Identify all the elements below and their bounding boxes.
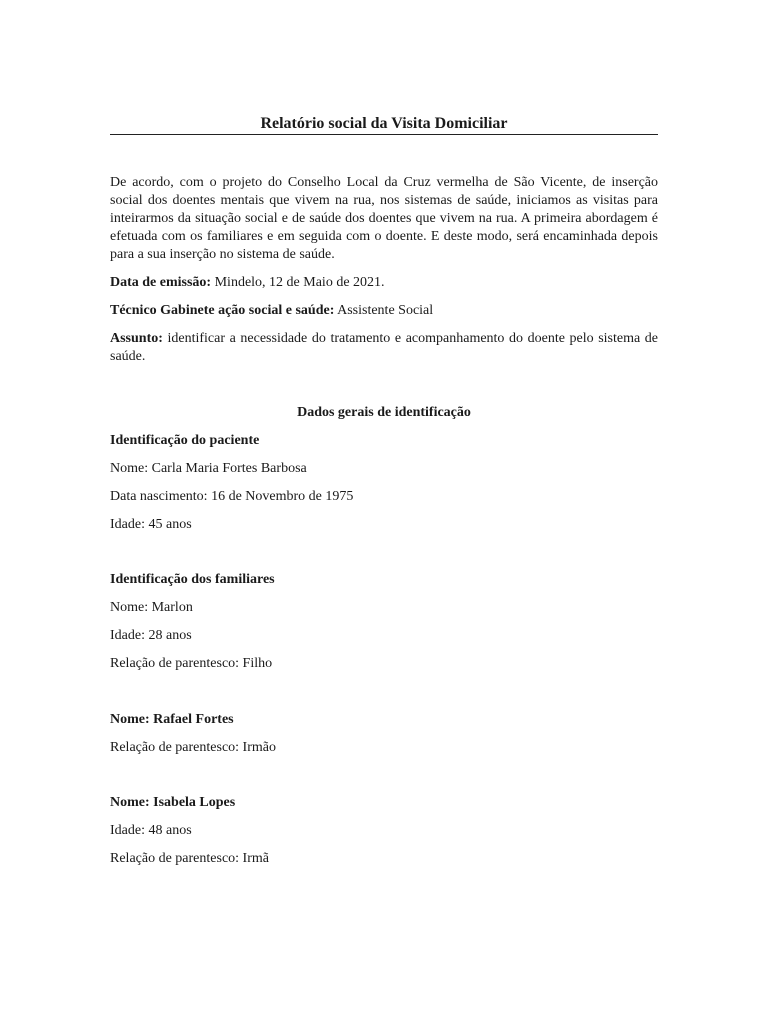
intro-paragraph: De acordo, com o projeto do Conselho Local da Cruz vermelha de São Vicente, de inserção social dos doentes mentais que vivem na rua, nos sistemas de saúde, iniciamos as visitas para inteirarmos da situação social e de saúde dos doentes que vivem na rua. A primeira abordagem é efetuada com os familiares e em seguida com o doente. E deste modo, será encaminhada depois para a sua inserção no sistema de saúde. (110, 175, 658, 262)
subject-value: identificar a necessidade do tratamento e acompanhamento do doente pelo sistema de saúde. (110, 331, 658, 364)
patient-age: Idade: 45 anos (110, 517, 192, 532)
family-member-1-relation: Relação de parentesco: Filho (110, 656, 273, 671)
family-heading: Identificação dos familiares (110, 572, 275, 587)
identification-section-title: Dados gerais de identificação (297, 405, 471, 420)
emission-date-value: Mindelo, 12 de Maio de 2021. (214, 275, 385, 290)
family-member-3-relation: Relação de parentesco: Irmã (110, 851, 269, 866)
family-member-3-age: Idade: 48 anos (110, 823, 192, 838)
patient-birth-date: Data nascimento: 16 de Novembro de 1975 (110, 489, 354, 504)
emission-date-line (110, 274, 658, 292)
family-member-2-name: Nome: Rafael Fortes (110, 712, 234, 727)
document-title: Relatório social da Visita Domiciliar (260, 115, 508, 132)
family-member-1-name: Nome: Marlon (110, 600, 193, 615)
patient-heading: Identificação do paciente (110, 433, 260, 448)
technician-value: Assistente Social (337, 303, 434, 318)
technician-line (110, 302, 658, 320)
family-member-3-name: Nome: Isabela Lopes (110, 795, 236, 810)
subject-paragraph (110, 330, 658, 366)
family-member-1-age: Idade: 28 anos (110, 628, 192, 643)
emission-date-label: Data de emissão: (110, 275, 212, 290)
title-underline (110, 134, 658, 135)
technician-label: Técnico Gabinete ação social e saúde: (110, 303, 335, 318)
family-member-2-relation: Relação de parentesco: Irmão (110, 740, 276, 755)
patient-name: Nome: Carla Maria Fortes Barbosa (110, 461, 307, 476)
subject-label: Assunto: (110, 331, 163, 346)
